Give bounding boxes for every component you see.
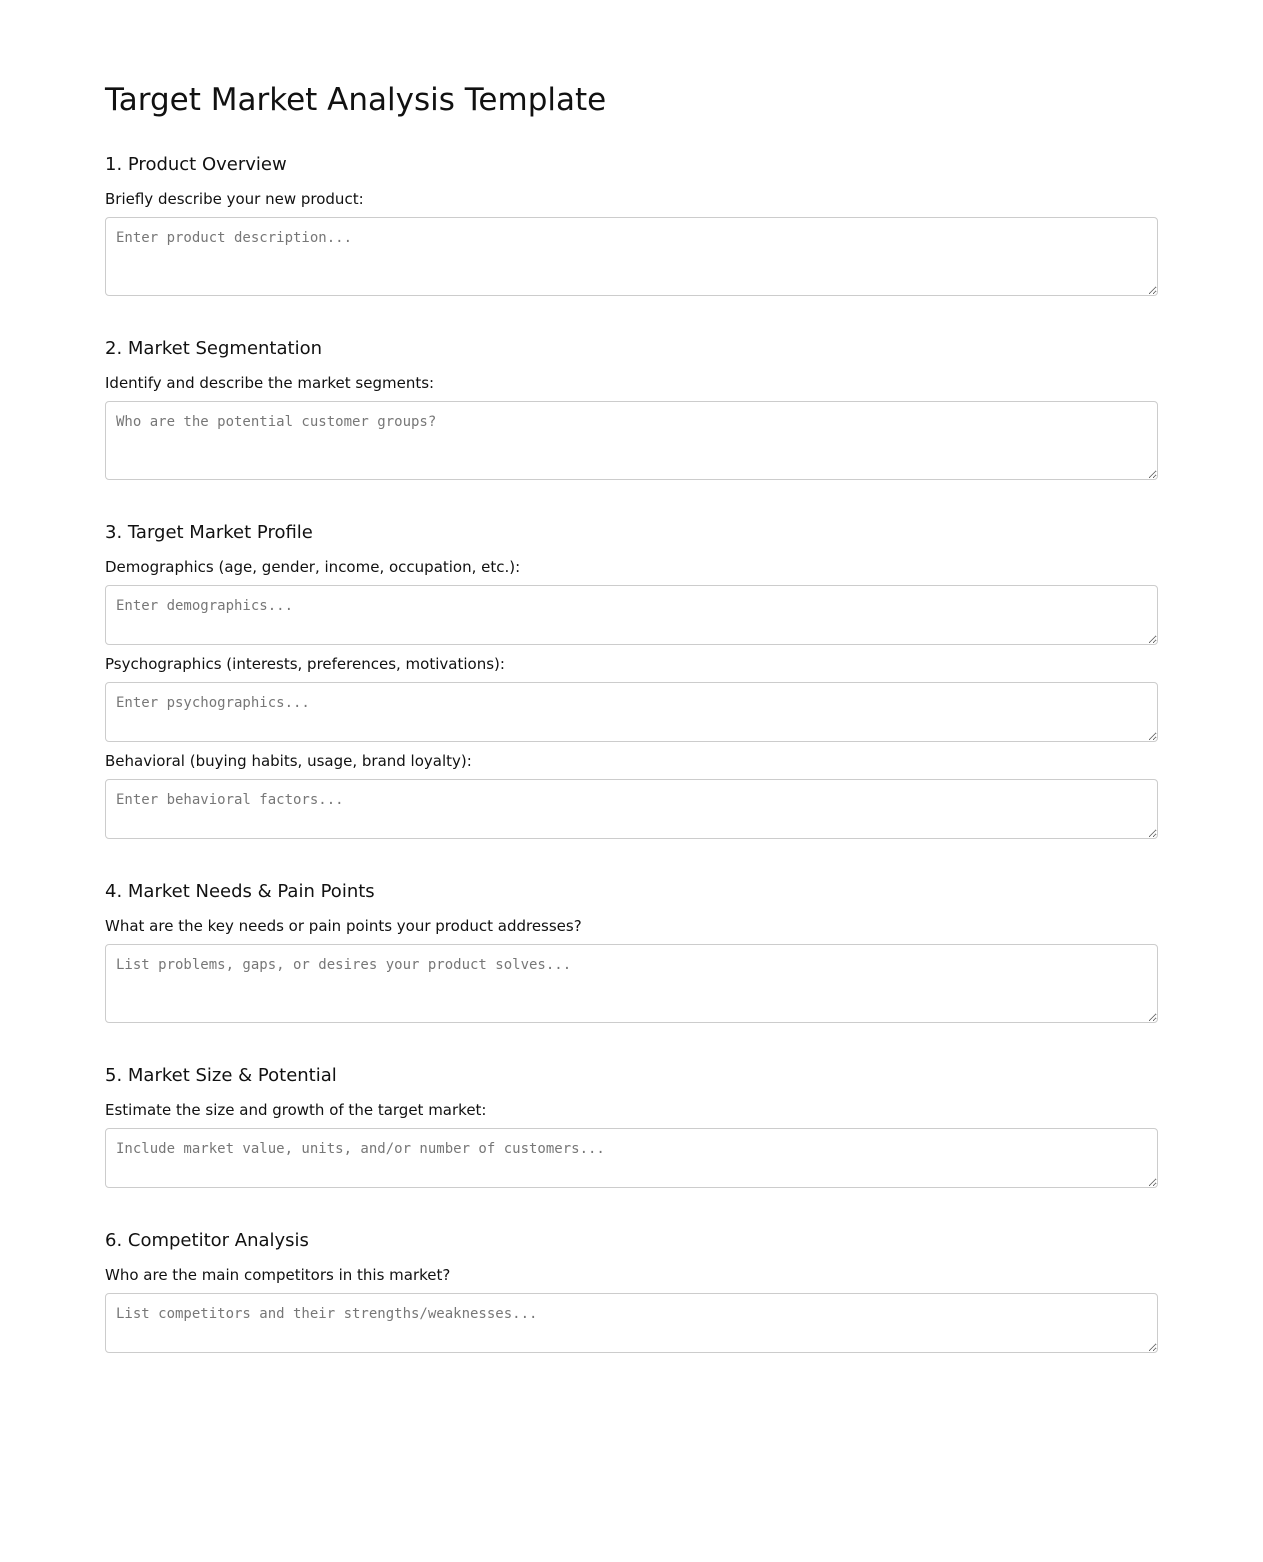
section-product-overview bbox=[105, 153, 1158, 296]
section-heading: 2. Market Segmentation bbox=[105, 338, 323, 359]
field-label: Estimate the size and growth of the target market: bbox=[105, 1101, 487, 1119]
section-target-market-profile bbox=[105, 521, 1158, 839]
section-market-segmentation bbox=[105, 337, 1158, 480]
section-heading: 3. Target Market Profile bbox=[105, 522, 313, 543]
competitors-textarea[interactable] bbox=[105, 1293, 1158, 1353]
section-market-needs bbox=[105, 880, 1158, 1023]
section-heading: 5. Market Size & Potential bbox=[105, 1065, 337, 1086]
demographics-textarea[interactable] bbox=[105, 585, 1158, 645]
behavioral-textarea[interactable] bbox=[105, 779, 1158, 839]
section-heading: 4. Market Needs & Pain Points bbox=[105, 881, 375, 902]
market-segments-textarea[interactable] bbox=[105, 401, 1158, 480]
pain-points-textarea[interactable] bbox=[105, 944, 1158, 1023]
field-label: Psychographics (interests, preferences, motivations): bbox=[105, 655, 505, 673]
product-description-textarea[interactable] bbox=[105, 217, 1158, 296]
section-competitor-analysis bbox=[105, 1229, 1158, 1353]
field-label: Behavioral (buying habits, usage, brand loyalty): bbox=[105, 752, 472, 770]
page-title: Target Market Analysis Template bbox=[105, 82, 607, 118]
section-heading: 1. Product Overview bbox=[105, 154, 287, 175]
field-label: Identify and describe the market segments: bbox=[105, 374, 435, 392]
psychographics-textarea[interactable] bbox=[105, 682, 1158, 742]
field-label: Briefly describe your new product: bbox=[105, 190, 364, 208]
field-label: What are the key needs or pain points your product addresses? bbox=[105, 917, 582, 935]
field-label: Demographics (age, gender, income, occupation, etc.): bbox=[105, 558, 521, 576]
market-size-textarea[interactable] bbox=[105, 1128, 1158, 1188]
field-label: Who are the main competitors in this market? bbox=[105, 1266, 451, 1284]
section-market-size bbox=[105, 1064, 1158, 1188]
section-heading: 6. Competitor Analysis bbox=[105, 1230, 309, 1251]
